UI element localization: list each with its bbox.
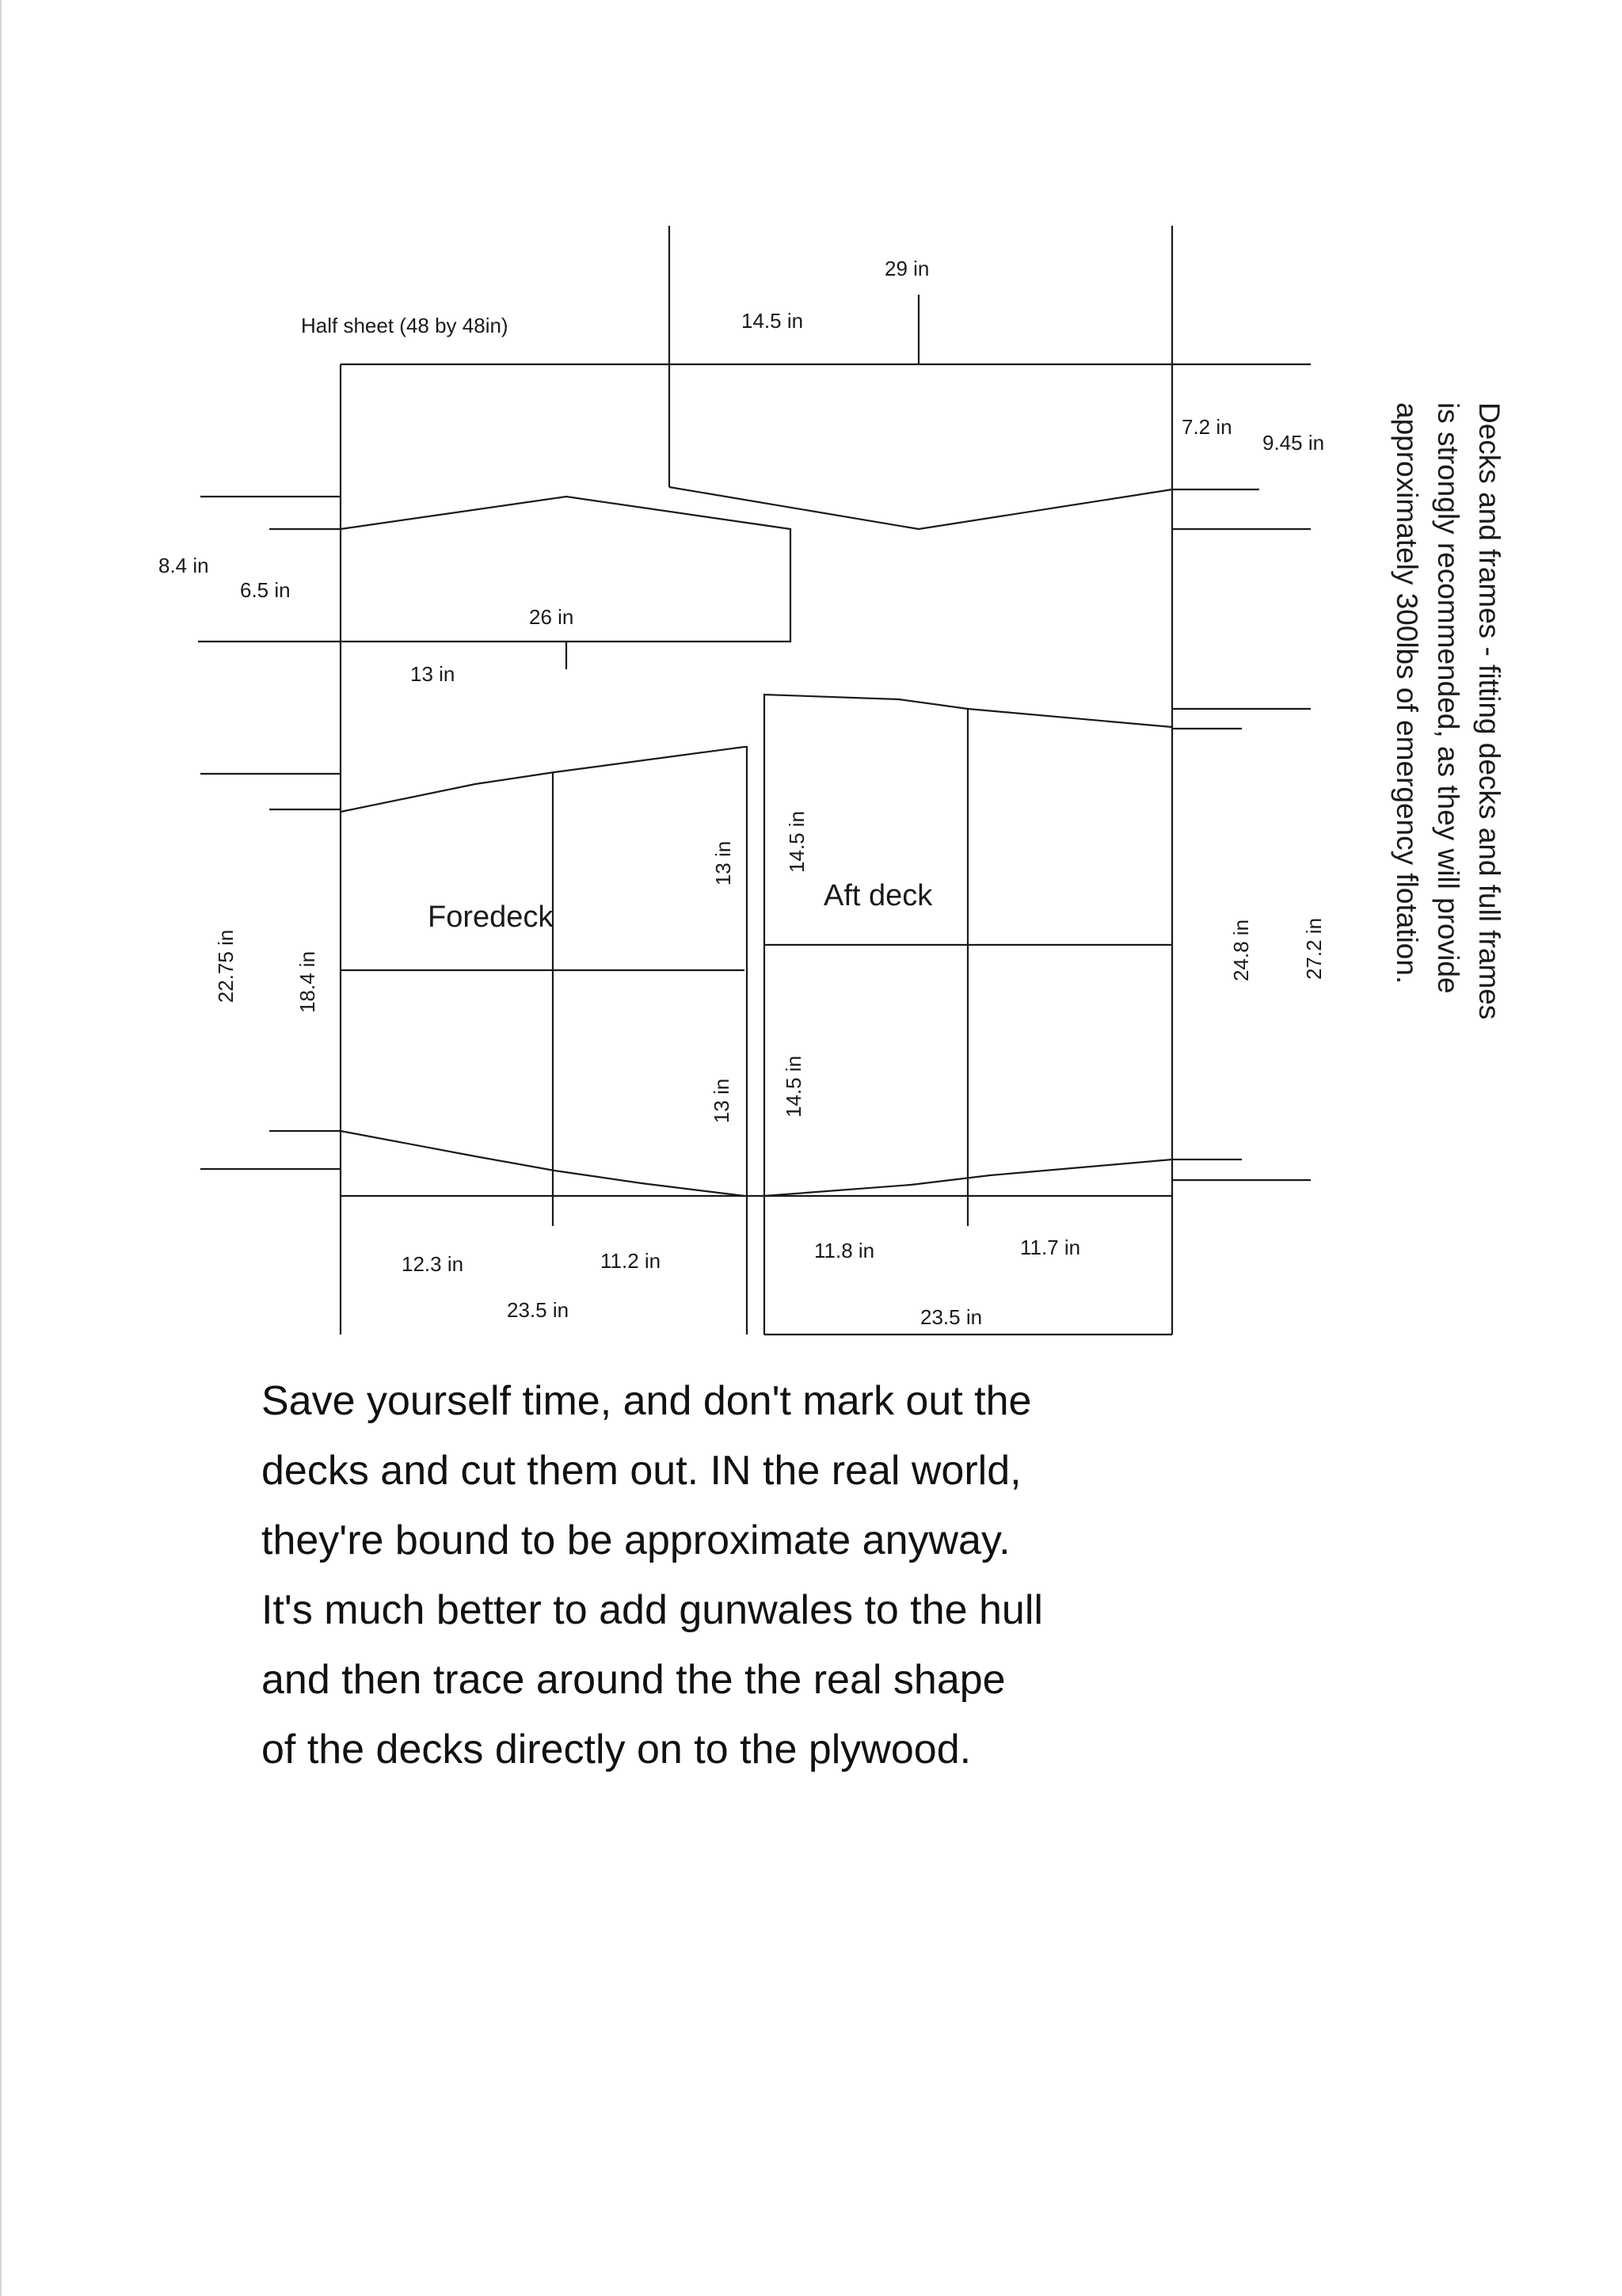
dim-29: 29 in (885, 257, 930, 280)
aftdeck-label: Aft deck (824, 879, 933, 912)
half-sheet-outline (341, 226, 1311, 1335)
body-note-line: and then trace around the the real shape (261, 1657, 1006, 1703)
body-note-line: of the decks directly on to the plywood. (261, 1727, 972, 1772)
body-note-line: Save yourself time, and don't mark out the (261, 1378, 1032, 1424)
dim-23-5-fore: 23.5 in (507, 1298, 569, 1322)
body-note-line: they're bound to be approximate anyway. (261, 1517, 1011, 1563)
body-note-line: decks and cut them out. IN the real world, (261, 1448, 1022, 1494)
dim-12-3: 12.3 in (402, 1252, 464, 1276)
body-note (261, 1366, 1133, 1784)
side-note-line-1: Decks and frames - fitting decks and full frames (1473, 402, 1506, 1020)
foredeck-label: Foredeck (428, 901, 554, 934)
dim-11-8: 11.8 in (814, 1239, 875, 1262)
side-note-line-3: approximately 300lbs of emergency flotation. (1391, 402, 1423, 984)
right-dimension-guides (1172, 489, 1311, 1180)
dim-14-5-top: 14.5 in (741, 309, 804, 333)
body-note-line: It's much better to add gunwales to the hull (261, 1587, 1043, 1633)
side-note-line-2: is strongly recommended, as they will provide (1432, 402, 1464, 994)
dim-18-4: 18.4 in (295, 950, 319, 1014)
half-sheet-label: Half sheet (48 by 48in) (301, 314, 508, 337)
dim-11-2: 11.2 in (600, 1249, 661, 1273)
dim-26: 26 in (529, 605, 574, 629)
dim-24-8: 24.8 in (1229, 919, 1253, 982)
side-note (1391, 402, 1506, 1019)
dim-11-7: 11.7 in (1020, 1236, 1081, 1259)
foredeck-bottom-edge (341, 1131, 744, 1196)
dim-22-75: 22.75 in (214, 929, 238, 1003)
upper-left-piece-outline (198, 497, 790, 642)
foredeck-top-edge (341, 747, 747, 1335)
dim-13-fore-bottom: 13 in (710, 1078, 733, 1124)
dim-13: 13 in (410, 662, 455, 686)
dim-13-fore-top: 13 in (711, 840, 735, 886)
dim-9-45: 9.45 in (1262, 431, 1325, 455)
dim-6-5: 6.5 in (240, 578, 291, 602)
dim-23-5-aft: 23.5 in (920, 1305, 983, 1329)
dim-27-2: 27.2 in (1302, 917, 1326, 980)
dim-8-4: 8.4 in (158, 554, 209, 577)
dim-7-2: 7.2 in (1182, 415, 1232, 439)
dim-14-5-aft-top: 14.5 in (785, 810, 809, 874)
dim-14-5-aft-bottom: 14.5 in (782, 1055, 805, 1118)
